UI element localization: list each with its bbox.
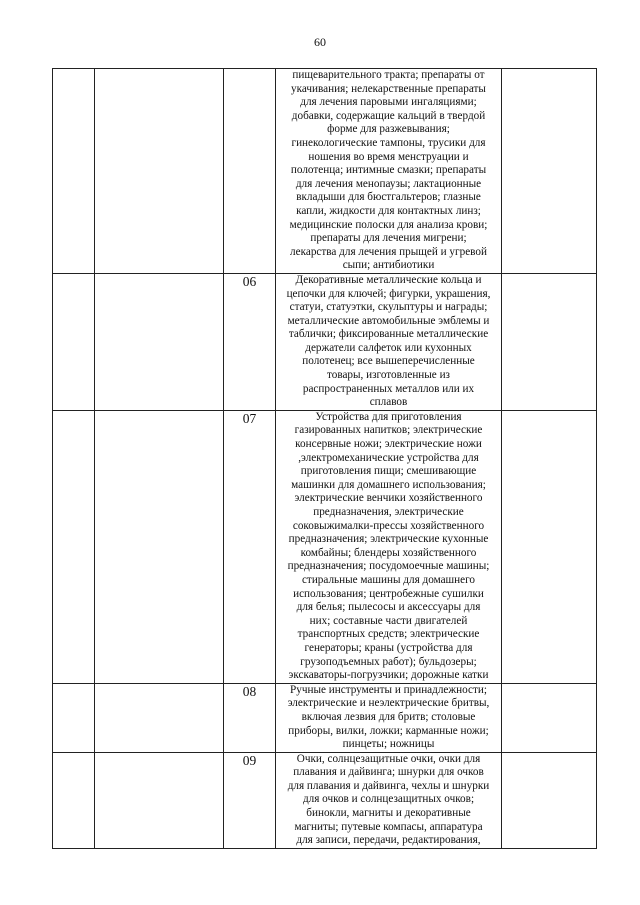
description-line: для лечения паровыми ингаляциями; [300, 96, 477, 109]
empty-cell [502, 752, 597, 848]
class-code-cell [224, 683, 276, 752]
description-line: предназначения, электрические [313, 506, 464, 518]
description-line: для записи, передачи, редактирования, [296, 834, 481, 847]
goods-table-body [53, 69, 597, 849]
empty-cell [95, 683, 224, 752]
description-line: машинки для домашнего использования; [291, 478, 486, 491]
description-line: газированных напитков; электрические [294, 424, 483, 437]
description-line: металлические автомобильные эмблемы и [287, 314, 490, 327]
description-line: капли, жидкости для контактных линз; [296, 204, 481, 217]
description-line: предназначения; посудомоечные машины; [287, 560, 490, 573]
class-code: 08 [242, 683, 257, 699]
class-code-cell [224, 69, 276, 274]
empty-cell [53, 273, 95, 410]
description-line: приборы, вилки, ложки; карманные ножи; [288, 724, 489, 737]
goods-description-cell [276, 752, 502, 848]
description-line: магниты; путевые компасы, аппаратура [294, 820, 483, 833]
description-line: электрические венчики хозяйственного [294, 492, 483, 505]
description-line: Очки, солнцезащитные очки, очки для [296, 752, 481, 765]
description-line: для плавания и дайвинга, чехлы и шнурки [287, 779, 490, 792]
description-line: ,электромеханические устройства для [298, 451, 479, 464]
class-code: 09 [242, 752, 257, 768]
table-row [53, 273, 597, 410]
description-line: товары, изготовленные из [327, 369, 450, 382]
description-line: для очков и солнцезащитных очков; [302, 793, 475, 806]
empty-cell [95, 69, 224, 274]
description-line: соковыжималки-прессы хозяйственного [292, 519, 485, 532]
description-line: стиральные машины для домашнего [301, 573, 476, 586]
description-line: Устройства для приготовления [315, 410, 462, 423]
description-line: медицинские полоски для анализа крови; [289, 218, 488, 231]
description-line: цепочки для ключей; фигурки, украшения, [286, 287, 491, 300]
description-line: укачивания; нелекарственные препараты [291, 82, 486, 95]
description-line: таблички; фиксированные металлические [288, 328, 489, 341]
empty-cell [95, 752, 224, 848]
description-line: сыпи; антибиотики [342, 259, 435, 272]
description-line: электрические и неэлектрические бритвы, [287, 697, 490, 710]
goods-description-cell [276, 683, 502, 752]
empty-cell [502, 273, 597, 410]
description-line: статуи, статуэтки, скульптуры и награды; [289, 301, 488, 314]
empty-cell [502, 69, 597, 274]
description-line: предназначения; электрические кухонные [288, 533, 489, 546]
class-code-cell [224, 752, 276, 848]
class-code-cell [224, 273, 276, 410]
description-line: сплавов [369, 396, 408, 409]
table-row [53, 410, 597, 683]
table-row [53, 683, 597, 752]
description-line: лекарства для лечения прыщей и угревой [290, 245, 487, 258]
empty-cell [53, 683, 95, 752]
page-number: 60 [314, 35, 326, 49]
goods-table [52, 68, 597, 849]
table-row [53, 69, 597, 274]
description-line: для белья; пылесосы и аксессуары для [296, 601, 481, 614]
class-code: 06 [242, 273, 257, 289]
empty-cell [502, 410, 597, 683]
description-line: Декоративные металлические кольца и [295, 273, 482, 286]
goods-description-cell [276, 410, 502, 683]
goods-description-cell [276, 273, 502, 410]
description-line: пинцеты; ножницы [342, 738, 435, 751]
description-line: для лечения менопаузы; лактационные [295, 177, 482, 190]
table-row [53, 752, 597, 848]
empty-cell [53, 752, 95, 848]
description-line: них; составные части двигателей [309, 614, 468, 627]
class-code: 07 [242, 410, 257, 426]
description-line: Ручные инструменты и принадлежности; [290, 683, 487, 696]
description-line: гинекологические тампоны, трусики для [291, 136, 486, 149]
description-line: полотенца; интимные смазки; препараты [290, 164, 487, 177]
description-line: распространенных металлов или их [302, 382, 475, 395]
empty-cell [53, 69, 95, 274]
description-line: использования; центробежные сушилки [293, 587, 484, 600]
empty-cell [502, 683, 597, 752]
description-line: грузоподъемных работ); бульдозеры; [300, 655, 477, 668]
empty-cell [53, 410, 95, 683]
description-line: комбайны; блендеры хозяйственного [300, 546, 477, 559]
description-line: приготовления пищи; смешивающие [300, 465, 477, 478]
description-line: пищеварительного тракта; препараты от [292, 69, 485, 81]
description-line: добавки, содержащие кальций в твердой [291, 109, 486, 122]
class-code-cell [224, 410, 276, 683]
description-line: транспортных средств; электрические [297, 628, 480, 641]
description-line: экскаваторы-погрузчики; дорожные катки [288, 669, 489, 682]
empty-cell [95, 410, 224, 683]
description-line: ношения во время менструации и [308, 150, 469, 163]
description-line: консервные ножи; электрические ножи [295, 438, 482, 451]
empty-cell [95, 273, 224, 410]
description-line: форме для разжевывания; [327, 123, 450, 136]
description-line: препараты для лечения мигрени; [310, 232, 467, 245]
description-line: бинокли, магниты и декоративные [306, 807, 471, 820]
description-line: полотенец; все вышеперечисленные [302, 355, 475, 368]
description-line: включая лезвия для бритв; столовые [301, 710, 476, 723]
description-line: генераторы; краны (устройства для [304, 641, 473, 654]
goods-description-cell [276, 69, 502, 274]
description-line: держатели салфеток или кухонных [305, 341, 472, 354]
description-line: плавания и дайвинга; шнурки для очков [293, 766, 484, 779]
description-line: вкладыши для бюстгальтеров; глазные [296, 191, 481, 204]
